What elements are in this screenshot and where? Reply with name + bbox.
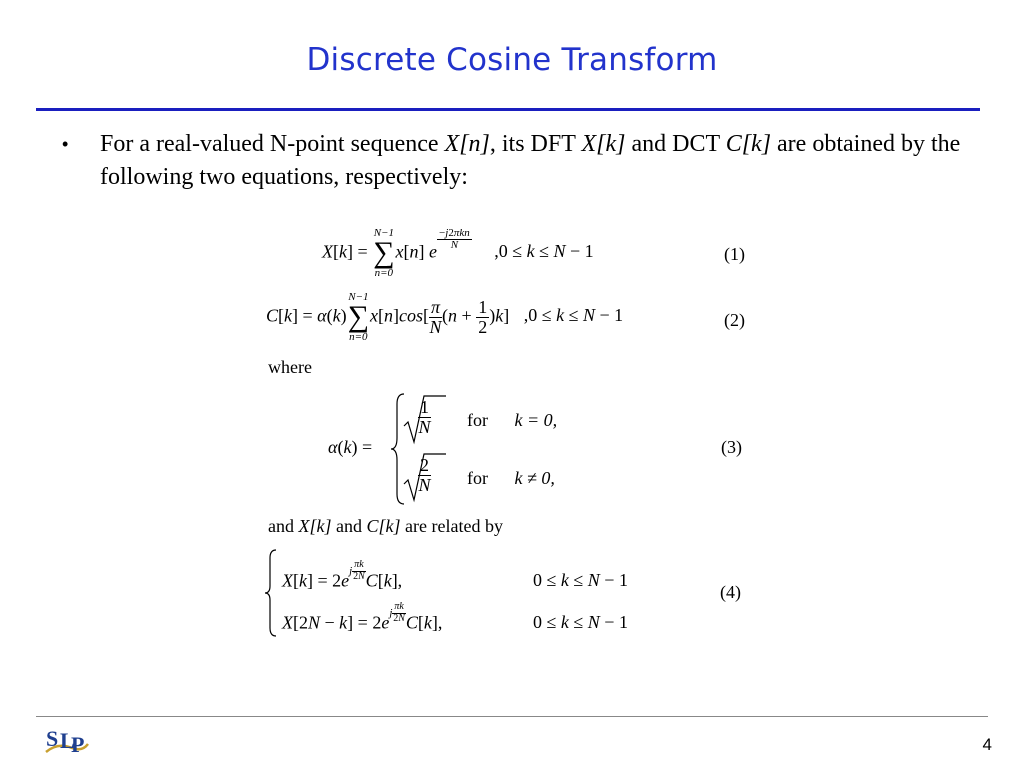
alpha-case-2-for: for xyxy=(467,468,488,488)
svg-text:L: L xyxy=(60,728,75,753)
alpha-case-1-for: for xyxy=(467,410,488,430)
title-underline xyxy=(36,108,980,111)
bullet-xn: X[n] xyxy=(444,131,490,157)
sqrt-fraction-1: $\frac{1}{N}$ xyxy=(418,397,431,437)
bullet-xk: X[k] xyxy=(581,131,626,157)
equation-dct: C[k] = α(k) N−1 ∑ n=0 x[n]cos[ $\frac{\pi}{N}$ (n + $\frac{1}{2}$ )k] ,0 ≤ k ≤ N − 1 xyxy=(266,291,624,343)
equation-relation-brace xyxy=(264,548,278,638)
bullet-text-part1: For a real-valued N-point sequence xyxy=(100,131,445,157)
relation-text xyxy=(268,516,503,537)
bullet-text-part2: , its DFT xyxy=(489,131,582,157)
svg-text:S: S xyxy=(46,726,59,751)
equation-dft: X[k] = N−1 ∑ n=0 x[n] e $^{\frac{\text{−j2πkn}}{N}}$ ,0 ≤ k ≤ N − 1 xyxy=(322,226,594,279)
equation-relation-1: $X[k] = 2e^{j \frac{\pi k}{2N}}$ C[k], xyxy=(282,559,403,591)
footer-divider xyxy=(36,716,988,717)
relation-and: and xyxy=(268,516,294,536)
relation-xk: X[k] xyxy=(298,516,332,536)
alpha-case-2-cond: k ≠ 0, xyxy=(514,468,555,488)
slide-title: Discrete Cosine Transform xyxy=(306,42,718,78)
alpha-case-2 xyxy=(467,468,555,489)
alpha-case-1-cond: k = 0, xyxy=(514,410,558,430)
bullet-text-part3: and DCT xyxy=(625,131,726,157)
alpha-case-1 xyxy=(467,410,557,431)
equation-relation-2-range: 0 ≤ k ≤ N − 1 xyxy=(533,612,628,632)
equation-number-1: (1) xyxy=(724,244,745,264)
page-number: 4 xyxy=(982,735,992,754)
equation-relation-2: $X[2N - k] = 2e^{j \frac{\pi k}{2N}}$ C[k], xyxy=(282,601,443,633)
relation-ck: C[k] xyxy=(366,516,401,536)
where-label: where xyxy=(268,357,312,377)
equation-number-4: (4) xyxy=(720,582,741,602)
equation-alpha: α(k) = xyxy=(328,437,373,457)
bullet-text xyxy=(100,128,970,194)
relation-tail: are related by xyxy=(405,516,503,536)
equation-number-2: (2) xyxy=(724,310,745,330)
bullet-ck: C[k] xyxy=(725,131,772,157)
equation-number-3: (3) xyxy=(721,437,742,457)
slp-logo-icon xyxy=(44,722,90,762)
bullet-text-part4: are obtained by the following two equations, respectively: xyxy=(100,131,961,190)
svg-text:P: P xyxy=(71,732,85,757)
bullet-marker: • xyxy=(62,134,69,154)
relation-mid: and xyxy=(336,516,362,536)
equation-relation-1-range: 0 ≤ k ≤ N − 1 xyxy=(533,570,628,590)
sqrt-fraction-2: $\frac{2}{N}$ xyxy=(418,455,431,495)
